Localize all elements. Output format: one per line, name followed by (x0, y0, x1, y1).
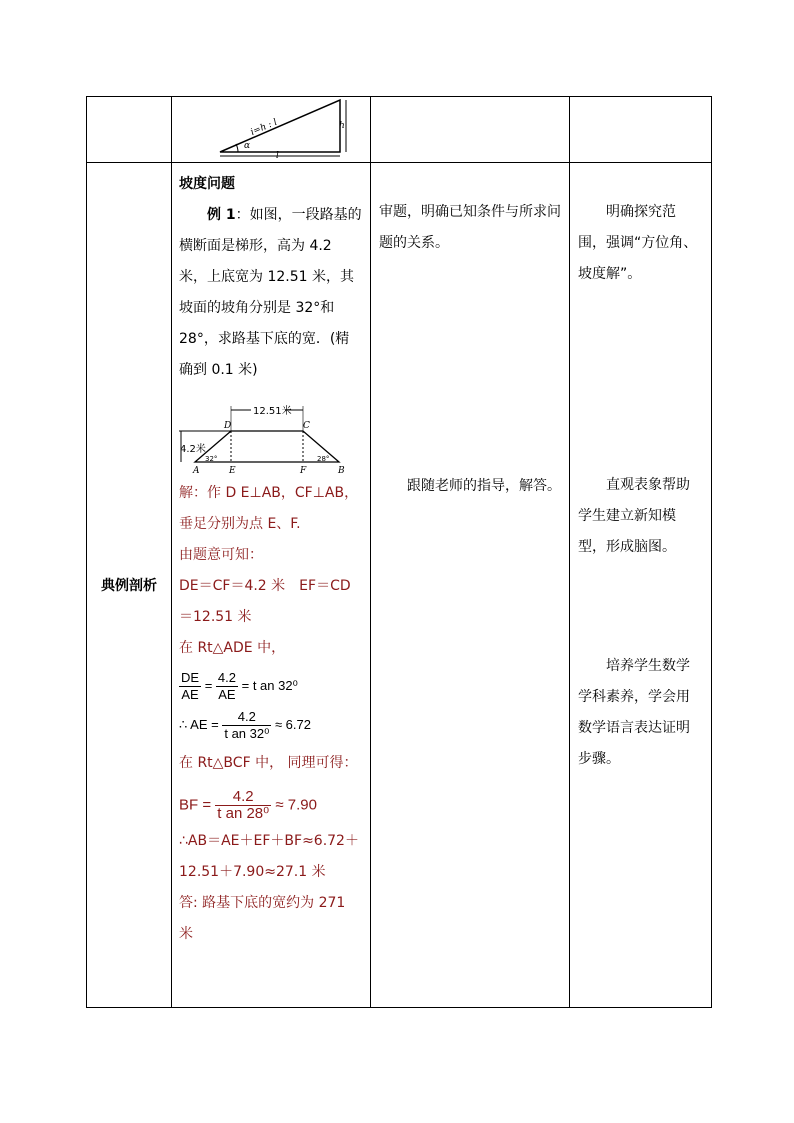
slope-triangle (220, 100, 340, 152)
point-c: C (303, 421, 310, 431)
slope-diagram (172, 97, 370, 158)
design-intent-3: 培养学生数学学科素养，学会用数学语言表达证明步骤。 (578, 658, 690, 767)
section-heading: 坡度问题 (179, 176, 235, 192)
angle-a-label: 32° (205, 455, 218, 463)
point-d: D (224, 421, 232, 431)
example-problem (179, 200, 362, 386)
equation-rhs: ≈ 7.90 (275, 796, 317, 814)
fraction-numerator: 4.2 (215, 789, 271, 806)
answer-line: 答: 路基下底的宽约为 271 米 (179, 895, 346, 942)
example-cell (172, 163, 371, 1008)
design-intent-2: 直观表象帮助学生建立新知模型，形成脑图。 (578, 477, 690, 555)
slope-figure-cell (172, 97, 371, 163)
design-intent-cell (570, 163, 712, 1008)
design-intent-1: 明确探究范围，强调“方位角、坡度解”。 (578, 204, 698, 282)
solution-line: 在 Rt△ADE 中， (179, 640, 286, 656)
table-cell (570, 97, 712, 163)
section-label: 典例剖析 (87, 163, 172, 1008)
example-text: ：如图，一段路基的横断面是梯形，高为 4.2 米，上底宽为 12.51 米，其坡面的坡角分别是 32°和 28°，求路基下底的宽．(精确到 0.1 米) (179, 207, 362, 378)
student-activity-1: 审题，明确已知条件与所求问题的关系。 (379, 204, 561, 251)
table-cell (87, 97, 172, 163)
equation-1 (179, 670, 362, 703)
slope-ratio-label: i=h : l (249, 117, 279, 138)
height-label: h (339, 121, 345, 131)
equals-sign: = (204, 677, 213, 693)
table-row (87, 97, 712, 163)
example-label: 例 1 (207, 207, 236, 223)
table-cell (371, 97, 570, 163)
fraction-numerator: DE (181, 670, 200, 685)
conclusion-line: ∴AB＝AE＋EF＋BF≈6.72＋12.51＋7.90≈27.1 米 (179, 833, 359, 880)
fraction-numerator: 4.2 (222, 709, 271, 726)
solution-line: 解：作 D E⊥AB，CF⊥AB，垂足分别为点 E、F. (179, 485, 359, 532)
trapezoid-figure (179, 400, 359, 478)
fraction-denominator: t an 32⁰ (224, 726, 270, 741)
lesson-table (86, 96, 712, 1008)
equation-prefix: BF = (179, 796, 212, 814)
equation-prefix: ∴ AE = (179, 716, 219, 732)
angle-b-label: 28° (317, 455, 330, 463)
base-label: l (276, 151, 279, 158)
top-width-label: 12.51米 (253, 406, 292, 417)
fraction-denominator: AE (181, 687, 199, 702)
equation-rhs: = t an 32⁰ (241, 677, 298, 693)
equation-2 (179, 709, 362, 742)
point-e: E (229, 466, 236, 476)
point-a: A (193, 466, 200, 476)
angle-arc (236, 144, 238, 152)
fraction-denominator: AE (218, 687, 236, 702)
equation-3 (179, 789, 362, 822)
solution-line: 由题意可知： (179, 547, 263, 563)
angle-label: α (244, 141, 251, 151)
student-activity-2: 跟随老师的指导，解答。 (407, 478, 561, 494)
equation-rhs: ≈ 6.72 (274, 716, 311, 732)
fraction-numerator: 4.2 (217, 670, 236, 685)
student-activity-cell (371, 163, 570, 1008)
table-row (87, 163, 712, 1008)
height-label: 4.2米 (180, 444, 206, 455)
fraction-denominator: t an 28⁰ (217, 805, 270, 822)
point-f: F (300, 466, 307, 476)
solution-line: 在 Rt△BCF 中， 同理可得： (179, 755, 358, 771)
solution-line: DE＝CF＝4.2 米 EF＝CD＝12.51 米 (179, 578, 351, 625)
point-b: B (338, 466, 345, 476)
